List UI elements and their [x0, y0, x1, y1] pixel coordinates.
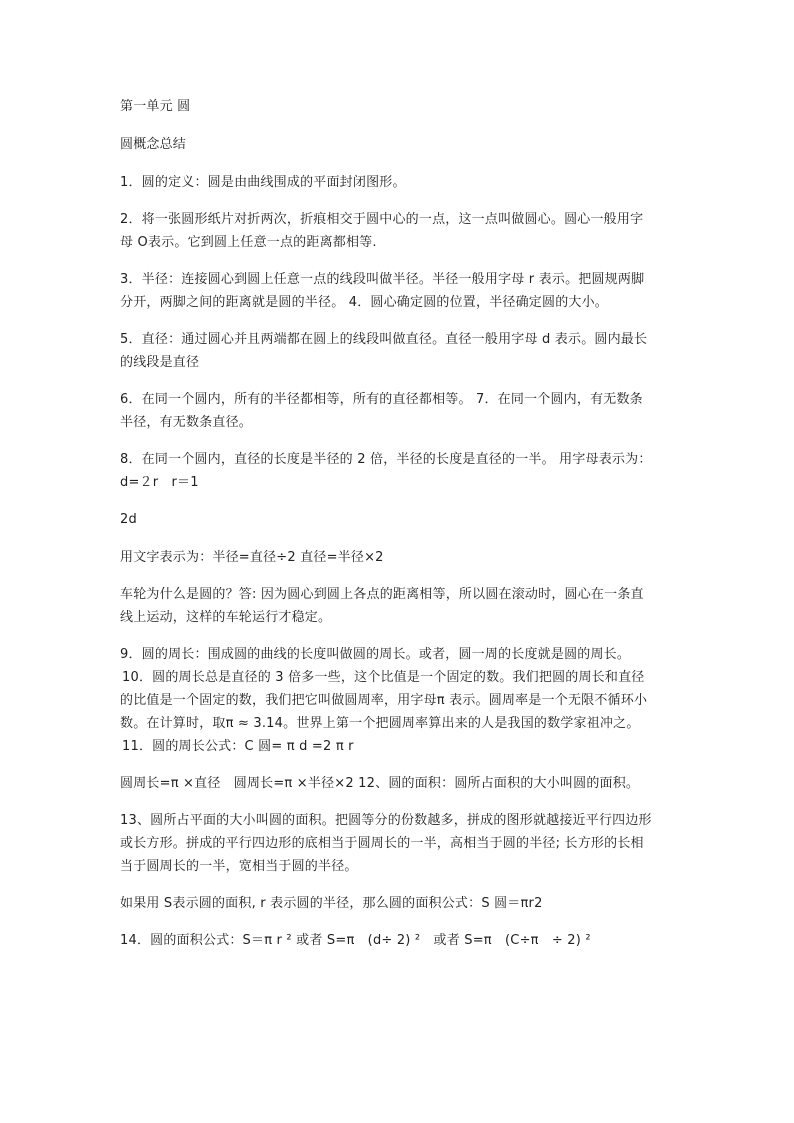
document-body — [120, 95, 680, 966]
paragraph-line: 3．半径：连接圆心到圆上任意一点的线段叫做半径。半径一般用字母 r 表示。把圆规两脚 — [120, 272, 645, 287]
unit-title: 第一单元 圆 — [120, 99, 191, 114]
paragraph-line: 当于圆周长的一半，宽相当于圆的半径。 — [120, 859, 358, 874]
paragraph-6 — [120, 388, 680, 434]
paragraph-line: 14．圆的面积公式：S＝π r ² 或者 S=π (d÷ 2) ² 或者 S=π (C÷π ÷ 2) ² — [120, 933, 591, 948]
paragraph-line: 13、圆所占平面的大小叫圆的面积。把圆等分的份数越多，拼成的图形就越接近平行四边形 — [120, 813, 652, 828]
paragraph-line: 数。在计算时，取π ≈ 3.14。世界上第一个把圆周率算出来的人是我国的数学家祖冲之。 — [120, 716, 640, 731]
paragraph-3 — [120, 268, 680, 314]
paragraph-line: 的线段是直径 — [120, 355, 200, 370]
paragraph-line: 或长方形。拼成的平行四边形的底相当于圆周长的一半，高相当于圆的半径; 长方形的长相 — [120, 836, 644, 851]
paragraph-line: 9．圆的周长：围成圆的曲线的长度叫做圆的周长。或者，圆一周的长度就是圆的周长。 — [120, 647, 631, 662]
paragraph-line: 如果用 S表示圆的面积, r 表示圆的半径，那么圆的面积公式：S 圆＝πr2 — [120, 896, 543, 911]
paragraph-5 — [120, 328, 680, 374]
paragraph-12 — [120, 772, 680, 795]
paragraph-line: 用文字表示为：半径=直径÷2 直径=半径×2 — [120, 550, 384, 565]
paragraph-9-11 — [120, 643, 680, 758]
paragraph-13 — [120, 809, 680, 878]
section-title: 圆概念总结 — [120, 137, 187, 152]
paragraph-line: 分开，两脚之间的距离就是圆的半径。 4．圆心确定圆的位置，半径确定圆的大小。 — [120, 295, 609, 310]
paragraph-word-formula — [120, 546, 680, 569]
paragraph-line: 半径，有无数条直径。 — [120, 415, 253, 430]
paragraph-line: 线上运动，这样的车轮运行才稳定。 — [120, 610, 332, 625]
paragraph-line: d=２r r＝1 — [120, 475, 199, 490]
paragraph-line: 2d — [120, 512, 137, 527]
paragraph-2 — [120, 208, 680, 254]
paragraph-line: 2．将一张圆形纸片对折两次，折痕相交于圆中心的一点，这一点叫做圆心。圆心一般用字 — [120, 212, 644, 227]
paragraph-line: 11．圆的周长公式：C 圆= π d =2 π r — [122, 739, 354, 754]
paragraph-8 — [120, 448, 680, 494]
paragraph-line: 的比值是一个固定的数，我们把它叫做圆周率，用字母π 表示。圆周率是一个无限不循环小 — [120, 693, 648, 708]
formula-fragment-2d — [120, 508, 680, 531]
paragraph-line: 5．直径：通过圆心并且两端都在圆上的线段叫做直径。直径一般用字母 d 表示。圆内最长 — [120, 332, 648, 347]
paragraph-wheel-question — [120, 583, 680, 629]
paragraph-line: 1．圆的定义：圆是由曲线围成的平面封闭图形。 — [120, 175, 406, 190]
paragraph-line: 圆周长=π ×直径 圆周长=π ×半径×2 12、圆的面积：圆所占面积的大小叫圆的面积。 — [120, 776, 640, 791]
paragraph-line: 母 O表示。它到圆上任意一点的距离都相等. — [120, 235, 377, 250]
paragraph-line: 6．在同一个圆内，所有的半径都相等，所有的直径都相等。 7．在同一个圆内，有无数条 — [120, 392, 643, 407]
paragraph-14 — [120, 929, 680, 952]
paragraph-line: 车轮为什么是圆的？答: 因为圆心到圆上各点的距离相等，所以圆在滚动时，圆心在一条直 — [120, 587, 644, 602]
paragraph-1 — [120, 171, 680, 194]
paragraph-line: 8．在同一个圆内，直径的长度是半径的 2 倍，半径的长度是直径的一半。 用字母表示为： — [120, 452, 652, 467]
paragraph-line: 10．圆的周长总是直径的 3 倍多一些，这个比值是一个固定的数。我们把圆的周长和直径 — [122, 670, 645, 685]
paragraph-area-formula — [120, 892, 680, 915]
